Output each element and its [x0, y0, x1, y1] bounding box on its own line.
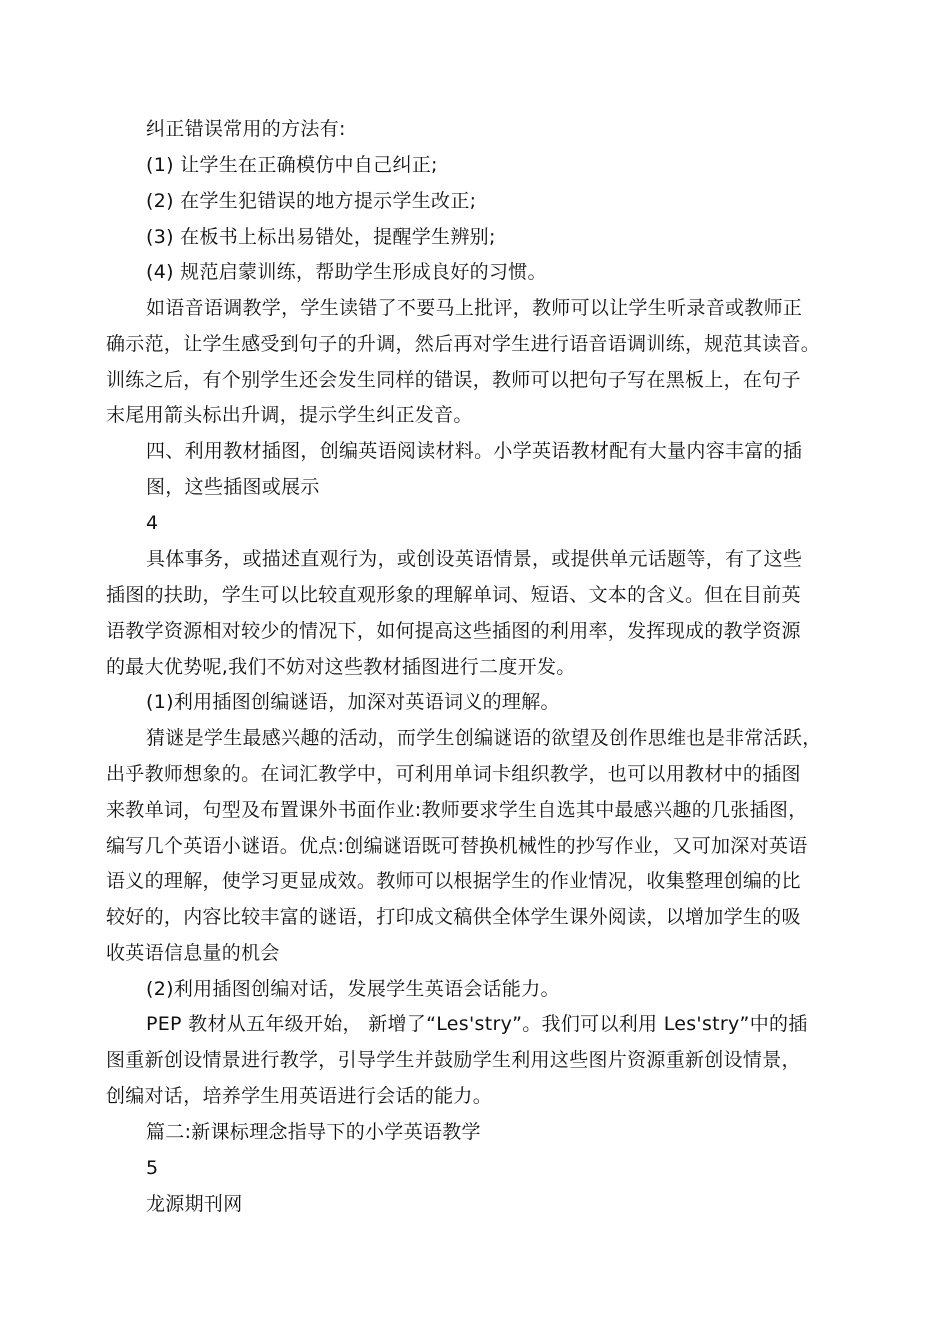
page-number: 4 — [146, 512, 159, 534]
list-item: (2) 在学生犯错误的地方提示学生改正; — [146, 190, 477, 212]
list-item: (1) 让学生在正确模仿中自己纠正; — [146, 154, 438, 176]
paragraph-line: 纠正错误常用的方法有: — [146, 118, 346, 140]
paragraph-line: PEP 教材从五年级开始， 新增了“Les'stry”。我们可以利用 Les'stry”中的插 — [146, 1013, 808, 1035]
paragraph-line: 语教学资源相对较少的情况下，如何提高这些插图的利用率，发挥现成的教学资源 — [106, 620, 801, 642]
paragraph-line: 创编对话，培养学生用英语进行会话的能力。 — [106, 1085, 493, 1107]
section-heading-line: 图，这些插图或展示 — [146, 476, 320, 498]
paragraph-line: 末尾用箭头标出升调，提示学生纠正发音。 — [106, 404, 473, 426]
paragraph-line: 来教单词，句型及布置课外书面作业:教师要求学生自选其中最感兴趣的几张插图， — [106, 799, 808, 821]
paragraph-line: 出乎教师想象的。在词汇教学中，可利用单词卡组织教学，也可以用教材中的插图 — [106, 763, 801, 785]
paragraph-line: 的最大优势呢,我们不妨对这些教材插图进行二度开发。 — [106, 656, 576, 678]
source-footer: 龙源期刊网 — [146, 1193, 243, 1215]
article-title-line: 篇二:新课标理念指导下的小学英语教学 — [146, 1121, 481, 1143]
paragraph-line: 确示范，让学生感受到句子的升调，然后再对学生进行语音语调训练，规范其读音。 — [106, 333, 821, 355]
paragraph-line: 图重新创设情景进行教学，引导学生并鼓励学生利用这些图片资源重新创设情景， — [106, 1049, 801, 1071]
list-item: (4) 规范启蒙训练，帮助学生形成良好的习惯。 — [146, 261, 547, 283]
paragraph-line: 插图的扶助，学生可以比较直观形象的理解单词、短语、文本的含义。但在目前英 — [106, 584, 801, 606]
paragraph-line: 编写几个英语小谜语。优点:创编谜语既可替换机械性的抄写作业，又可加深对英语 — [106, 835, 808, 857]
paragraph-line: 训练之后，有个别学生还会发生同样的错误，教师可以把句子写在黑板上，在句子 — [106, 369, 801, 391]
paragraph-line: 较好的，内容比较丰富的谜语，打印成文稿供全体学生课外阅读，以增加学生的吸 — [106, 906, 801, 928]
paragraph-line: 如语音语调教学，学生读错了不要马上批评，教师可以让学生听录音或教师正 — [146, 297, 803, 319]
paragraph-line: 语义的理解，使学习更显成效。教师可以根据学生的作业情况，收集整理创编的比 — [106, 870, 801, 892]
paragraph-line: 收英语信息量的机会 — [106, 942, 280, 964]
subheading-line: (2)利用插图创编对话，发展学生英语会话能力。 — [146, 978, 560, 1000]
list-item: (3) 在板书上标出易错处，提醒学生辨别; — [146, 226, 496, 248]
paragraph-line: 猜谜是学生最感兴趣的活动，而学生创编谜语的欲望及创作思维也是非常活跃， — [146, 727, 822, 749]
subheading-line: (1)利用插图创编谜语，加深对英语词义的理解。 — [146, 691, 560, 713]
paragraph-line: 具体事务，或描述直观行为，或创设英语情景，或提供单元话题等，有了这些 — [146, 548, 803, 570]
section-heading-line: 四、利用教材插图，创编英语阅读材料。小学英语教材配有大量内容丰富的插 — [146, 440, 803, 462]
page-number: 5 — [146, 1157, 159, 1179]
